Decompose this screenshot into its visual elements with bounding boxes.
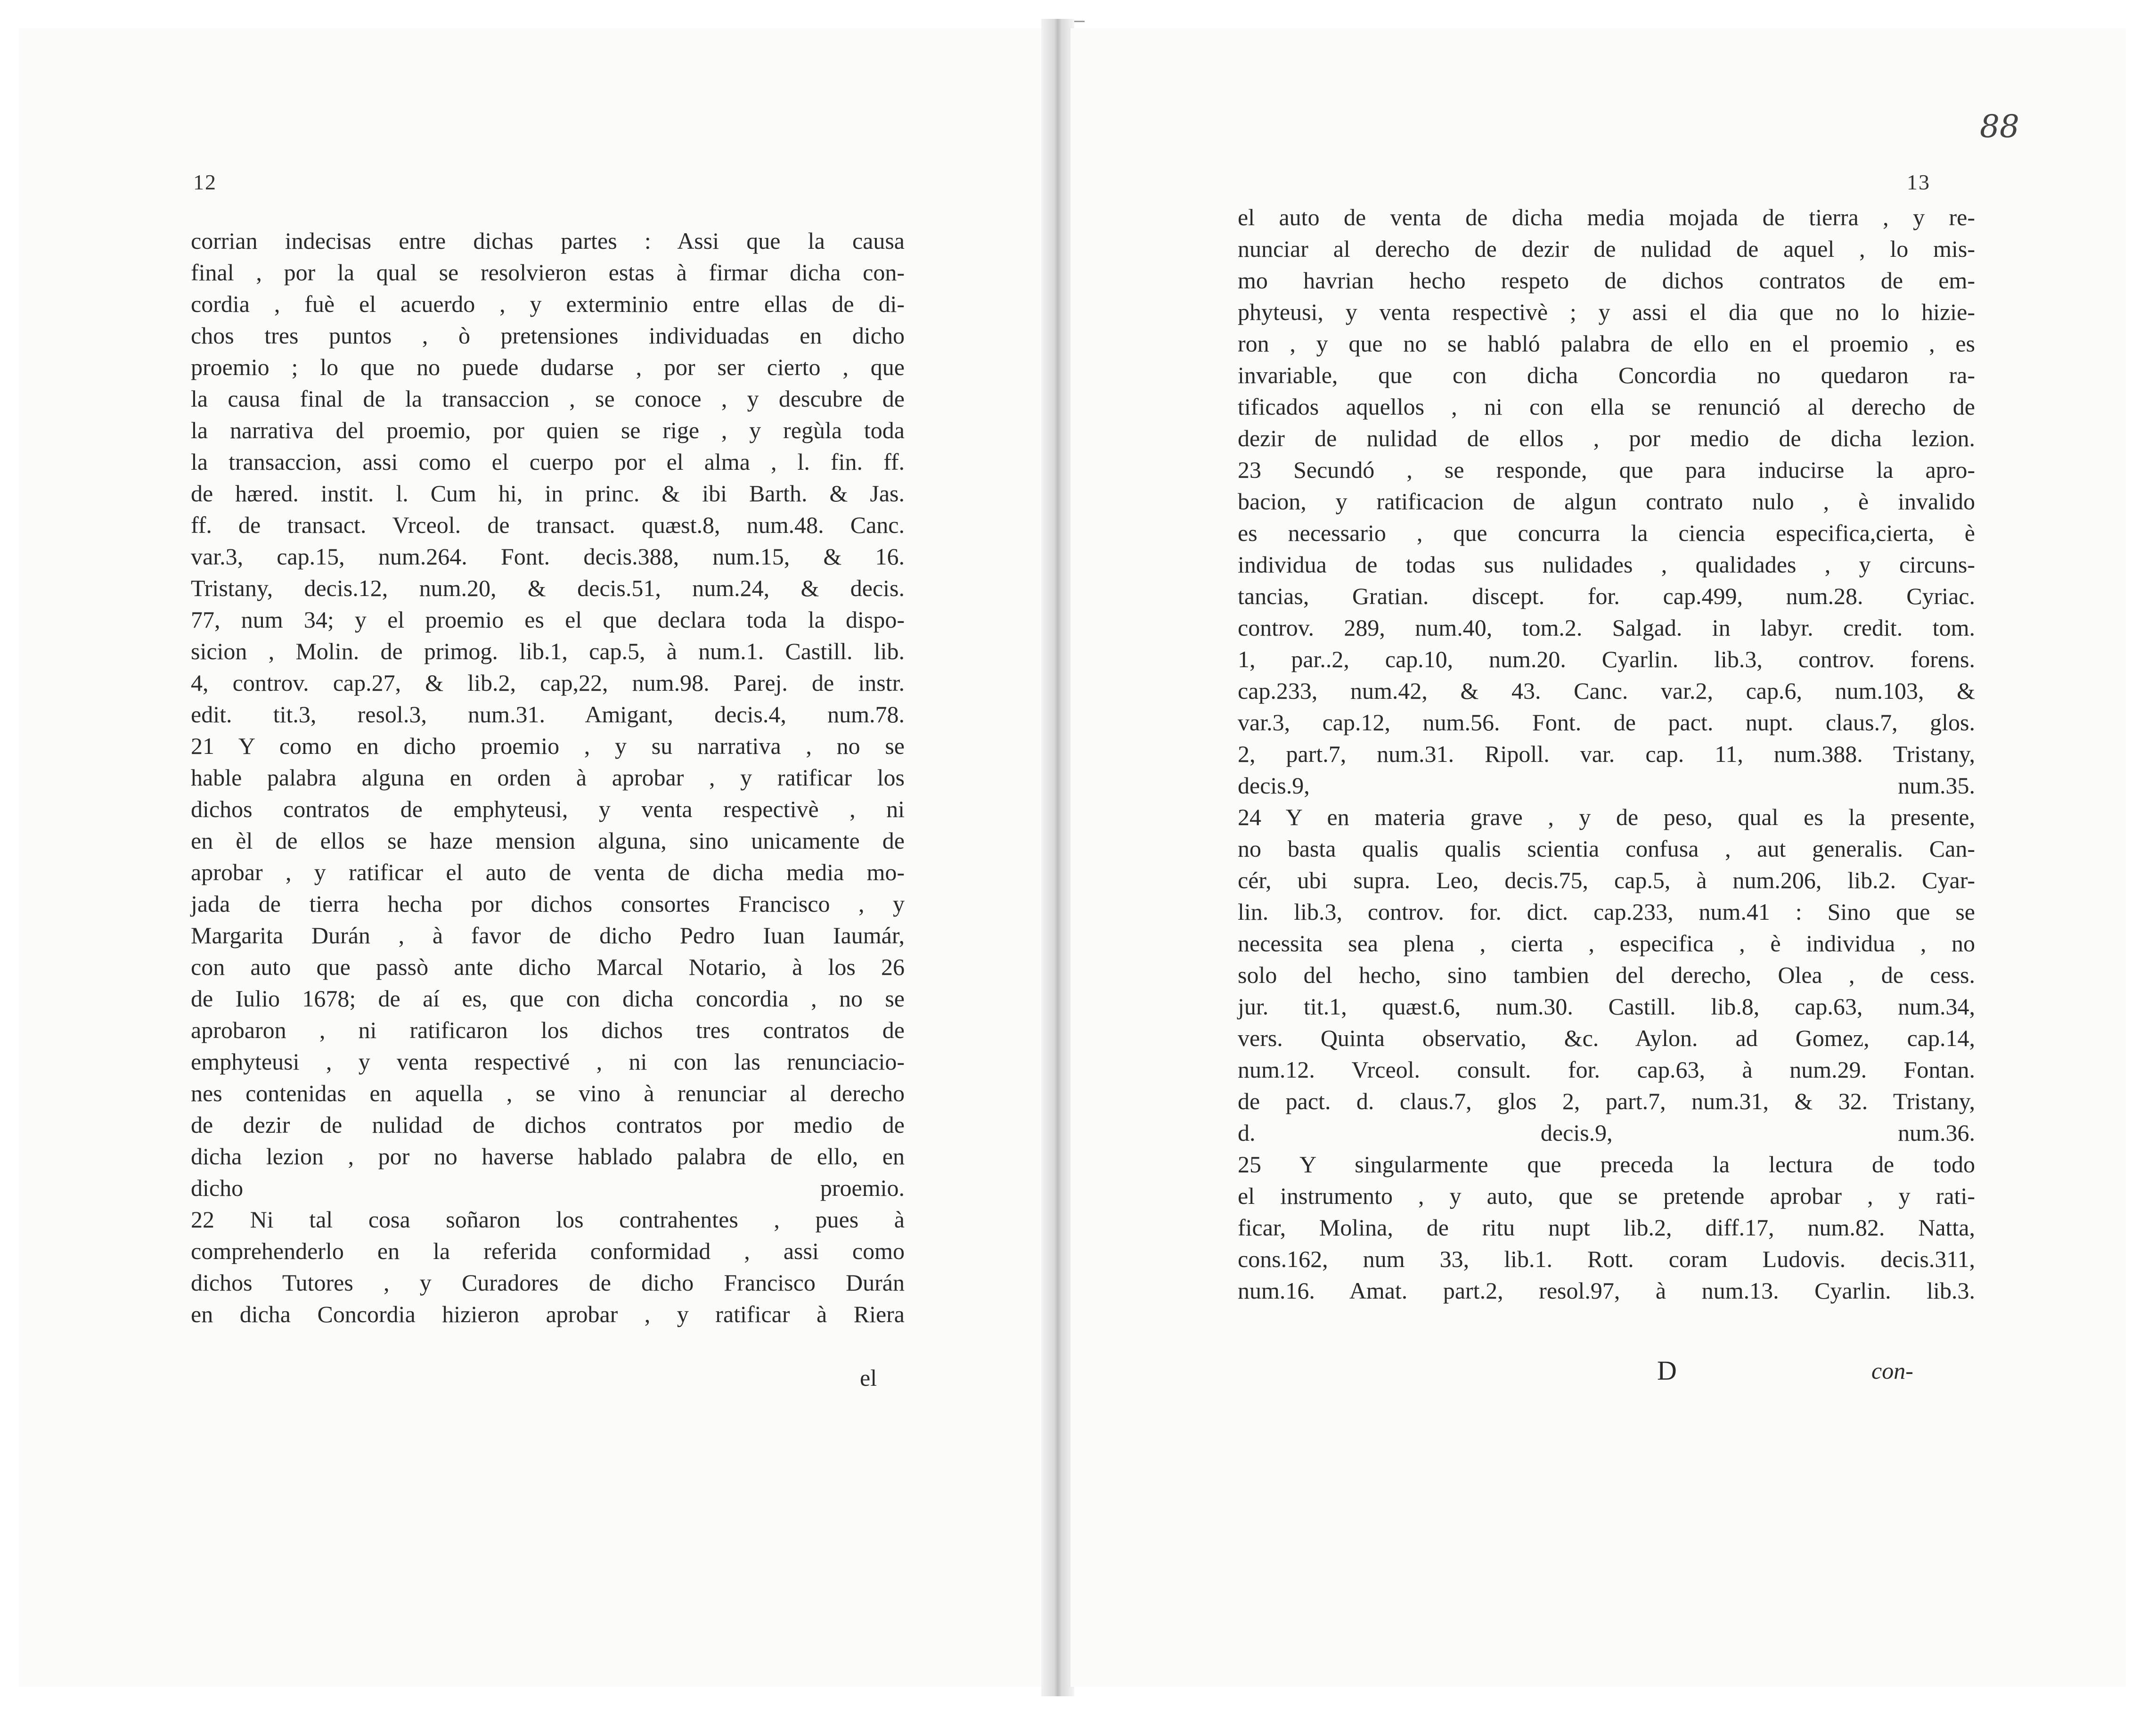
text-line: de Iulio 1678; de aí es, que con dicha concordia , no se — [191, 985, 905, 1012]
left-page-number: 12 — [193, 170, 217, 194]
text-line: ficar, Molina, de ritu nupt lib.2, diff.17, num.82. Natta, — [1238, 1214, 1975, 1241]
left-page-body — [191, 225, 905, 1330]
text-line: la causa final de la transaccion , se conoce , y descubre de — [191, 385, 905, 412]
right-page-number: 13 — [1907, 170, 1930, 194]
text-line: 25 Y singularmente que preceda la lectura de todo — [1238, 1151, 1975, 1177]
text-line: 22 Ni tal cosa soñaron los contrahentes , pues à — [191, 1206, 905, 1233]
left-catchword: el — [860, 1365, 877, 1391]
text-line: cordia , fuè el acuerdo , y exterminio entre ellas de di- — [191, 291, 905, 317]
text-line: la transaccion, assi como el cuerpo por el alma , l. fin. ff. — [191, 449, 905, 475]
text-line: dichos contratos de emphyteusi, y venta respectivè , ni — [191, 796, 905, 822]
text-line: phyteusi, y venta respectivè ; y assi el dia que no lo hizie- — [1238, 299, 1975, 325]
text-line: cér, ubi supra. Leo, decis.75, cap.5, à num.206, lib.2. Cyar- — [1238, 867, 1975, 893]
text-line: cons.162, num 33, lib.1. Rott. coram Ludovis. decis.311, — [1238, 1246, 1975, 1272]
text-line: d. decis.9, num.36. — [1238, 1120, 1975, 1146]
text-line: var.3, cap.15, num.264. Font. decis.388, num.15, & 16. — [191, 543, 905, 570]
text-line: decis.9, num.35. — [1238, 772, 1975, 799]
text-line: dezir de nulidad de ellos , por medio de dicha lezion. — [1238, 425, 1975, 451]
text-line: es necessario , que concurra la ciencia especifica,cierta, è — [1238, 520, 1975, 546]
text-line: aprobar , y ratificar el auto de venta de dicha media mo- — [191, 859, 905, 885]
left-page — [19, 28, 1047, 1687]
text-line: dicho proemio. — [191, 1175, 905, 1201]
text-line: cap.233, num.42, & 43. Canc. var.2, cap.6, num.103, & — [1238, 678, 1975, 704]
right-catchword: con- — [1871, 1357, 1913, 1384]
text-line: el auto de venta de dicha media mojada de tierra , y re- — [1238, 204, 1975, 230]
folio-number: 88 — [1980, 108, 2019, 145]
text-line: dichos Tutores , y Curadores de dicho Francisco Durán — [191, 1269, 905, 1296]
text-line: Margarita Durán , à favor de dicho Pedro Iuan Iaumár, — [191, 922, 905, 949]
text-line: jur. tit.1, quæst.6, num.30. Castill. lib.8, cap.63, num.34, — [1238, 993, 1975, 1020]
text-line: sicion , Molin. de primog. lib.1, cap.5, à num.1. Castill. lib. — [191, 638, 905, 664]
text-line: solo del hecho, sino tambien del derecho, Olea , de cess. — [1238, 962, 1975, 988]
signature-mark: D — [1657, 1355, 1679, 1386]
text-line: num.16. Amat. part.2, resol.97, à num.13. Cyarlin. lib.3. — [1238, 1277, 1975, 1304]
text-line: ff. de transact. Vrceol. de transact. quæst.8, num.48. Canc. — [191, 512, 905, 538]
text-line: tificados aquellos , ni con ella se renunció al derecho de — [1238, 393, 1975, 420]
text-line: jada de tierra hecha por dichos consortes Francisco , y — [191, 891, 905, 917]
text-line: aprobaron , ni ratificaron los dichos tres contratos de — [191, 1017, 905, 1043]
text-line: 24 Y en materia grave , y de peso, qual es la presente, — [1238, 804, 1975, 830]
text-line: 2, part.7, num.31. Ripoll. var. cap. 11, num.388. Tristany, — [1238, 741, 1975, 767]
text-line: con auto que passò ante dicho Marcal Notario, à los 26 — [191, 954, 905, 980]
text-line: 77, num 34; y el proemio es el que declara toda la dispo- — [191, 606, 905, 633]
text-line: no basta qualis qualis scientia confusa , aut generalis. Can- — [1238, 835, 1975, 862]
text-line: proemio ; lo que no puede dudarse , por ser cierto , que — [191, 354, 905, 380]
text-line: final , por la qual se resolvieron estas à firmar dicha con- — [191, 259, 905, 286]
right-page-body — [1238, 202, 1975, 1307]
text-line: var.3, cap.12, num.56. Font. de pact. nupt. claus.7, glos. — [1238, 709, 1975, 736]
text-line: la narrativa del proemio, por quien se rige , y regùla toda — [191, 417, 905, 443]
text-line: tancias, Gratian. discept. for. cap.499, num.28. Cyriac. — [1238, 583, 1975, 609]
text-line: chos tres puntos , ò pretensiones individuadas en dicho — [191, 322, 905, 349]
text-line: invariable, que con dicha Concordia no quedaron ra- — [1238, 362, 1975, 388]
text-line: vers. Quinta observatio, &c. Aylon. ad Gomez, cap.14, — [1238, 1025, 1975, 1051]
text-line: 4, controv. cap.27, & lib.2, cap,22, num.98. Parej. de instr. — [191, 670, 905, 696]
text-line: corrian indecisas entre dichas partes : Assi que la causa — [191, 228, 905, 254]
text-line: Tristany, decis.12, num.20, & decis.51, num.24, & decis. — [191, 575, 905, 601]
text-line: de dezir de nulidad de dichos contratos por medio de — [191, 1112, 905, 1138]
text-line: en èl de ellos se haze mension alguna, sino unicamente de — [191, 827, 905, 854]
text-line: 23 Secundó , se responde, que para inducirse la apro- — [1238, 457, 1975, 483]
text-line: de pact. d. claus.7, glos 2, part.7, num.31, & 32. Tristany, — [1238, 1088, 1975, 1114]
text-line: en dicha Concordia hizieron aprobar , y ratificar à Riera — [191, 1301, 905, 1327]
text-line: individua de todas sus nulidades , qualidades , y circuns- — [1238, 551, 1975, 578]
text-line: nes contenidas en aquella , se vino à renunciar al derecho — [191, 1080, 905, 1106]
text-line: 1, par..2, cap.10, num.20. Cyarlin. lib.3, controv. forens. — [1238, 646, 1975, 672]
text-line: necessita sea plena , cierta , especifica , è individua , no — [1238, 930, 1975, 957]
text-line: lin. lib.3, controv. for. dict. cap.233, num.41 : Sino que se — [1238, 899, 1975, 925]
text-line: controv. 289, num.40, tom.2. Salgad. in labyr. credit. tom. — [1238, 614, 1975, 641]
right-page — [1070, 28, 2126, 1687]
text-line: emphyteusi , y venta respectivé , ni con las renunciacio- — [191, 1048, 905, 1075]
text-line: el instrumento , y auto, que se pretende aprobar , y rati- — [1238, 1183, 1975, 1209]
text-line: de hæred. instit. l. Cum hi, in princ. & ibi Barth. & Jas. — [191, 480, 905, 507]
text-line: bacion, y ratificacion de algun contrato nulo , è invalido — [1238, 488, 1975, 515]
text-line: hable palabra alguna en orden à aprobar , y ratificar los — [191, 764, 905, 791]
text-line: num.12. Vrceol. consult. for. cap.63, à num.29. Fontan. — [1238, 1056, 1975, 1083]
text-line: nunciar al derecho de dezir de nulidad de aquel , lo mis- — [1238, 236, 1975, 262]
text-line: edit. tit.3, resol.3, num.31. Amigant, decis.4, num.78. — [191, 701, 905, 728]
text-line: mo havrian hecho respeto de dichos contratos de em- — [1238, 267, 1975, 294]
text-line: comprehenderlo en la referida conformidad , assi como — [191, 1238, 905, 1264]
text-line: ron , y que no se habló palabra de ello en el proemio , es — [1238, 330, 1975, 357]
text-line: dicha lezion , por no haverse hablado palabra de ello, en — [191, 1143, 905, 1169]
text-line: 21 Y como en dicho proemio , y su narrativa , no se — [191, 733, 905, 759]
